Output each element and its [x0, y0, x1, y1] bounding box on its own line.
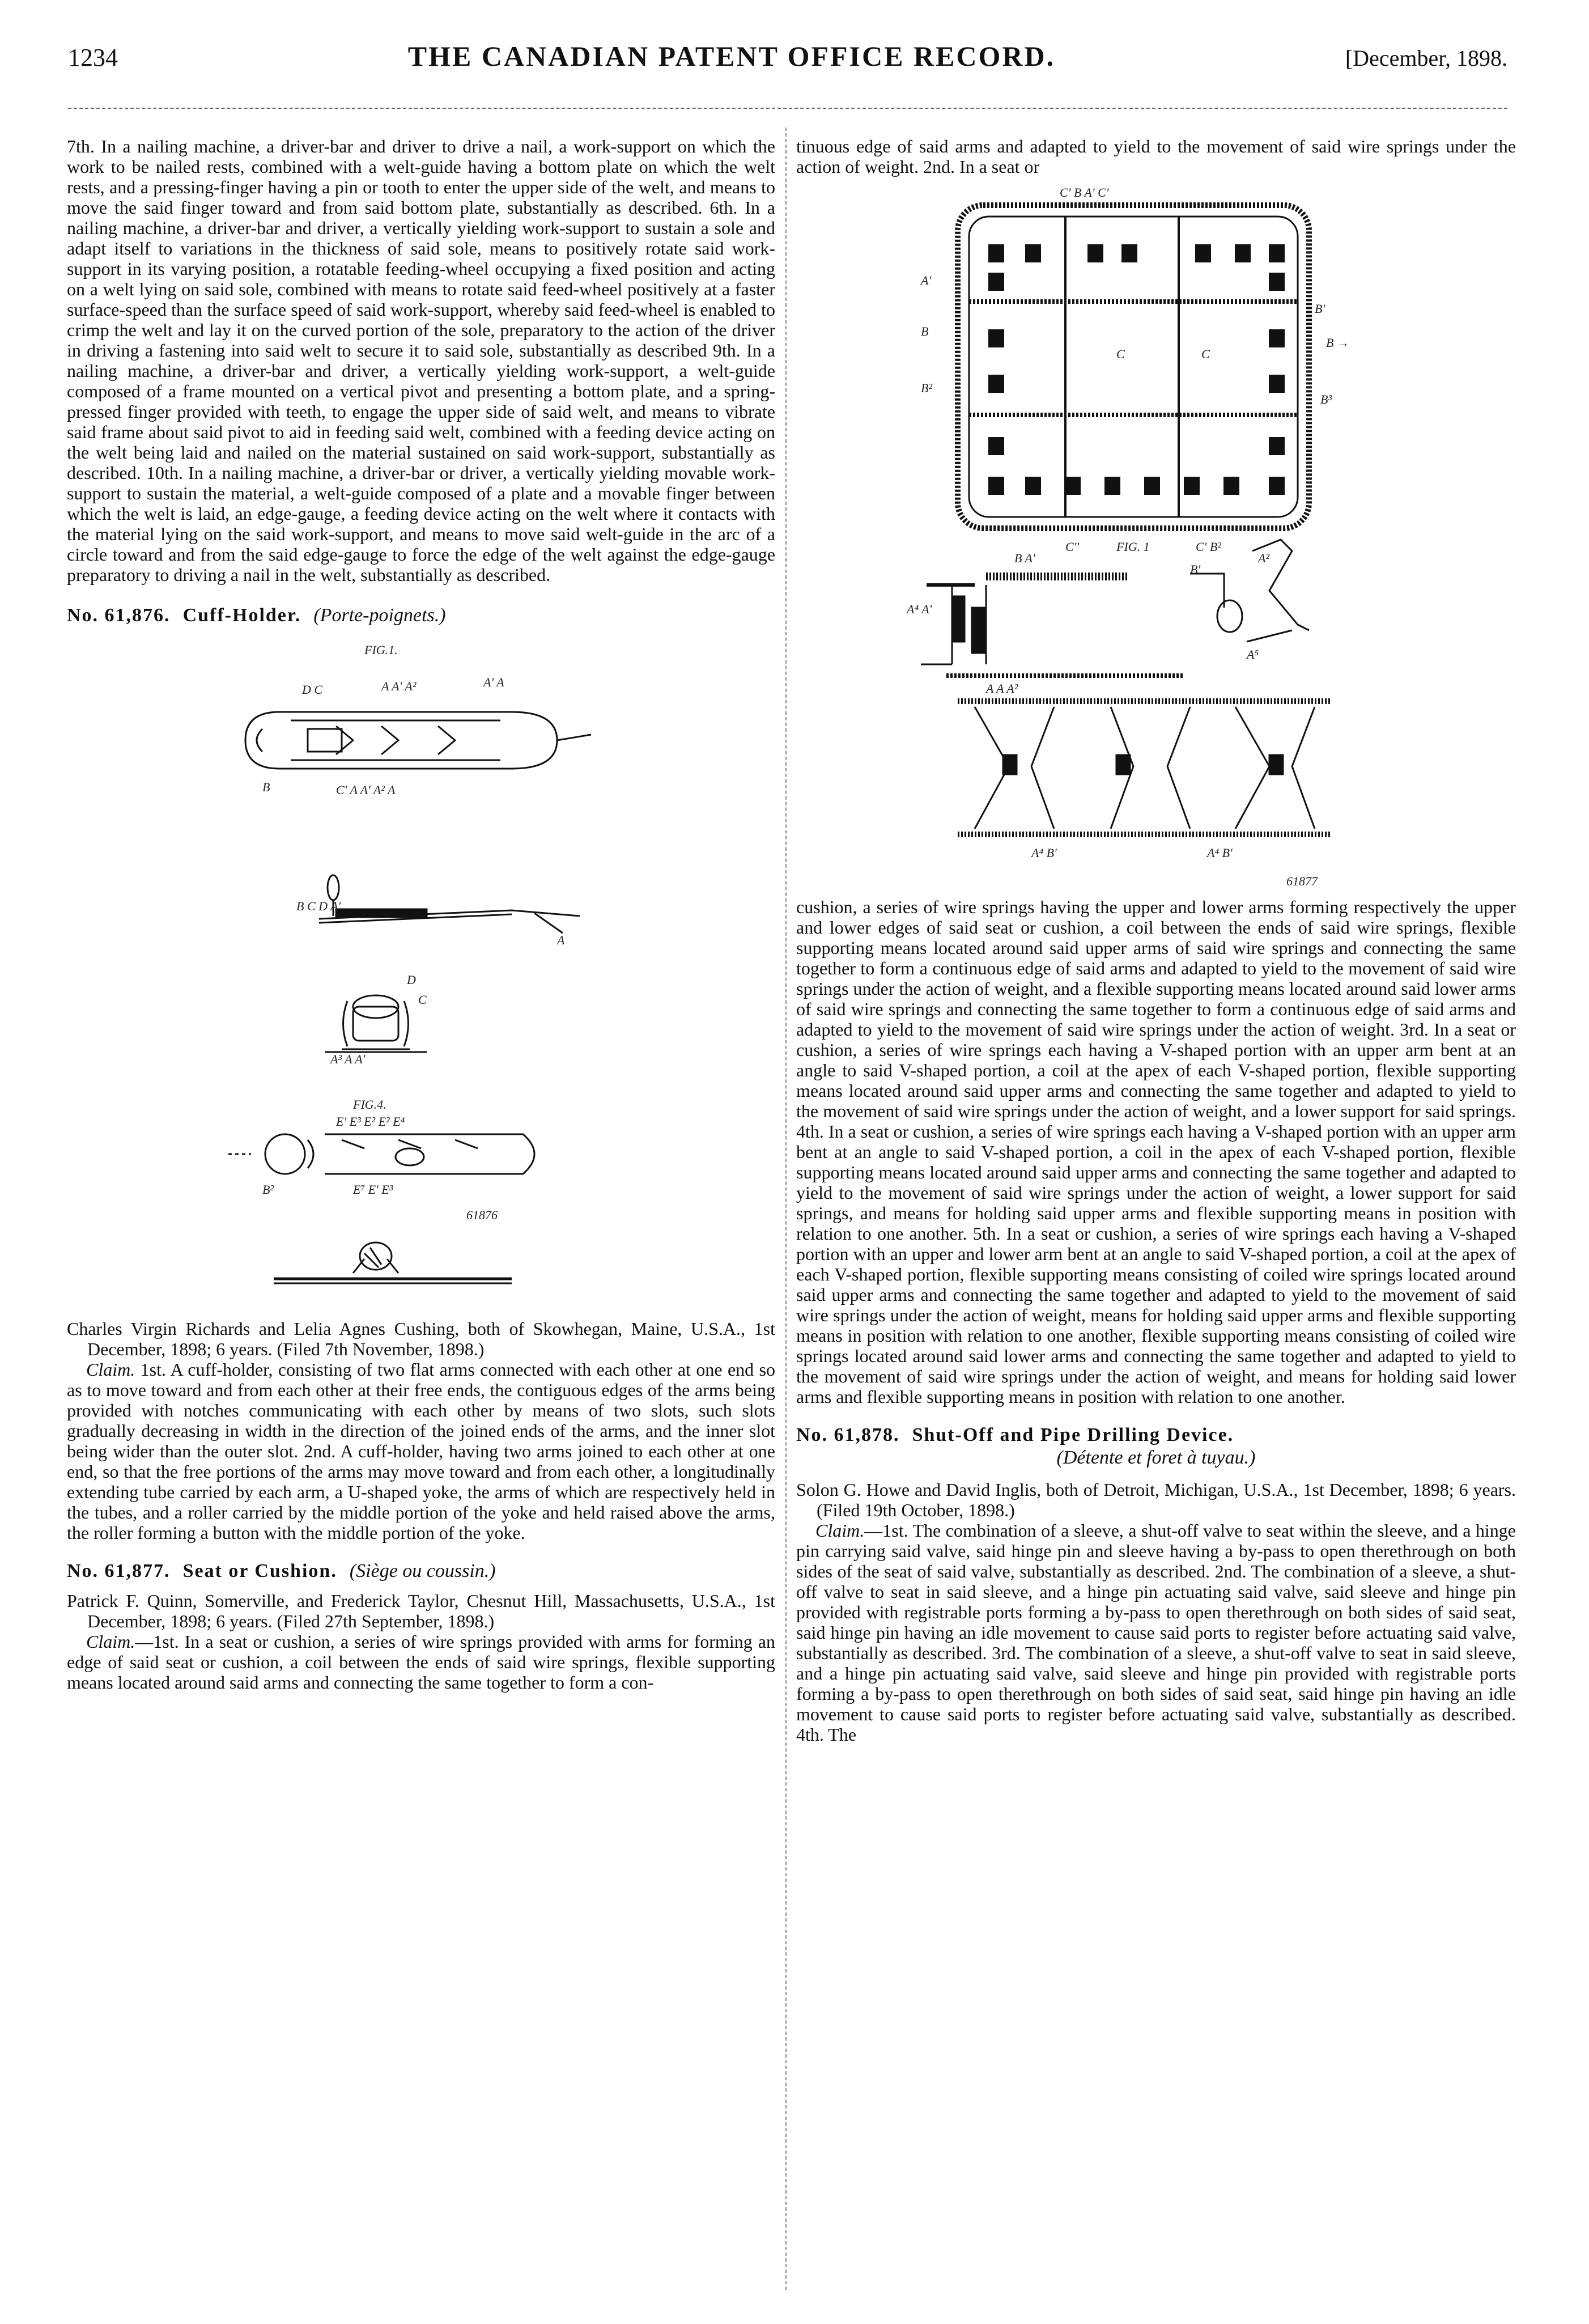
svg-text:A⁴ A': A⁴ A' — [907, 602, 932, 616]
page-number: 1234 — [68, 44, 118, 71]
svg-text:B →: B → — [1326, 336, 1349, 350]
svg-text:C' B A' C': C' B A' C' — [1060, 185, 1109, 200]
patent-61878-claims — [796, 1520, 1516, 1745]
fig-3-drawing — [325, 995, 427, 1052]
header-rule — [68, 108, 1507, 109]
continued-claims-text: tinuous edge of said arms and adapted to yield to the movement of said wire springs under the action of weight. 2nd. In a seat or — [796, 136, 1516, 177]
fig-number-61876: 61876 — [466, 1208, 498, 1222]
svg-text:A³ A A': A³ A A' — [330, 1052, 366, 1066]
svg-text:A A A²: A A A² — [986, 681, 1018, 695]
svg-text:C: C — [418, 993, 427, 1007]
spring-units — [989, 245, 1284, 494]
claim-text: —1st. In a seat or cushion, a series of wire springs provided with arms for forming an edge of said seat or cushion, a coil between the ends of said wire springs, flexible supporting means located around said arms and connecting the same together to form a con- — [67, 1631, 775, 1693]
fig-label-4: FIG.4. — [353, 1097, 386, 1112]
patent-61876-heading — [67, 604, 775, 627]
patent-french-name: (Siège ou coussin.) — [349, 1560, 496, 1581]
svg-text:C'': C'' — [1065, 540, 1080, 554]
fig-number-61877: 61877 — [1286, 874, 1318, 888]
patent-name: Shut-Off and Pipe Drilling Device. — [912, 1424, 1234, 1445]
svg-text:B': B' — [1315, 302, 1325, 316]
fig-label-1: FIG.1. — [364, 643, 398, 657]
fig-1-drawing — [245, 712, 591, 769]
fig-5-drawing — [274, 1242, 512, 1283]
svg-text:E' E³ E² E² E⁴: E' E³ E² E² E⁴ — [336, 1114, 405, 1129]
patent-61878-heading — [796, 1424, 1516, 1447]
svg-text:B: B — [262, 780, 270, 794]
patent-number: No. 61,877. — [67, 1560, 171, 1581]
patent-french-name: (Détente et foret à tuyau.) — [1056, 1447, 1256, 1468]
patent-61877-claims — [67, 1631, 775, 1693]
svg-text:B C D A': B C D A' — [296, 899, 341, 913]
svg-text:C: C — [1116, 347, 1125, 361]
svg-text:C' A A' A² A: C' A A' A² A — [336, 783, 396, 797]
patent-61878-french — [796, 1447, 1516, 1469]
claim-label: Claim. — [815, 1520, 865, 1541]
patent-61878-inventors: Solon G. Howe and David Inglis, both of Detroit, Michigan, U.S.A., 1st December, 1898; 6 years. (Filed 19th October, 1898.) — [796, 1479, 1516, 1520]
svg-text:B²: B² — [262, 1182, 274, 1197]
claim-text: 1st. A cuff-holder, consisting of two flat arms connected with each other at one end so as to move toward and from each other at their free ends, the contiguous edges of the arms being provided with notches communicating with each other by means of two slots, such slots gradually decreasing in width in the direction of the joined ends of the arms, and the inner slot being wider than the outer slot. 2nd. A cuff-holder, having two arms joined to each other at one end, so that the free portions of the arms may move toward and from each other, a longitudinally extending tube carried by each arm, a U-shaped yoke, the arms of which are respectively held in the tubes, and a roller carried by the middle portion of the yoke and held raised above the arms, the roller forming a button with the middle portion of the yoke. — [67, 1359, 775, 1543]
svg-text:C: C — [1201, 347, 1210, 361]
svg-text:B': B' — [1190, 562, 1201, 576]
cuff-holder-figures — [194, 627, 648, 1313]
column-divider — [785, 128, 787, 2290]
patent-name: Seat or Cushion. — [182, 1560, 337, 1581]
svg-text:D: D — [407, 973, 416, 987]
svg-text:A A' A²: A A' A² — [381, 679, 417, 693]
seat-cushion-figures — [873, 177, 1439, 897]
fig-2-drawing — [319, 875, 580, 933]
fig-4-drawing — [228, 1134, 534, 1174]
page-header — [68, 40, 1507, 85]
svg-text:A²: A² — [1258, 551, 1270, 565]
svg-text:A': A' — [921, 273, 932, 287]
svg-text:B A': B A' — [1014, 551, 1035, 565]
patent-61876-claims — [67, 1359, 775, 1543]
fig-3-lower-springs — [958, 701, 1332, 834]
publication-title: THE CANADIAN PATENT OFFICE RECORD. — [407, 40, 1056, 72]
patent-61877-heading — [67, 1560, 775, 1583]
continued-claims-text: 7th. In a nailing machine, a driver-bar and driver to drive a nail, a work-support on which the work to be nailed rests, combined with a welt-guide having a bottom plate on which the welt rests, and a pressing-finger having a pin or tooth to enter the upper side of the welt, and means to move the said finger toward and from said bottom plate, substantially as described. 6th. In a nailing machine, a driver-bar and driver, a vertically yielding work-support to sustain a sole and adapt itself to variations in the thickness of said sole, means to positively rotate said work-support in its varying position, a rotatable feeding-wheel occupying a fixed position and acting on a welt lying on said sole, combined with means to rotate said feed-wheel positively at a faster surface-speed than the surface speed of said work-support, whereby said feed-wheel is enabled to crimp the welt and lay it on the curved portion of the sole, preparatory to the action of the driver in driving a fastening into said welt to secure it to said sole, substantially as described 9th. In a nailing machine, a driver-bar and driver, a vertically yielding work-support, a welt-guide composed of a frame mounted on a vertical pivot and presenting a bottom plate, and a spring-pressed finger provided with teeth, to engage the upper side of said welt, and means to vibrate said frame about said pivot to aid in feeding said welt, combined with a feeding device acting on the welt being laid and nailed on the material sustained on said work-support, substantially as described. 10th. In a nailing machine, a driver-bar or driver, a vertically yielding movable work-support to sustain the material, a welt-guide composed of a plate and a movable finger between which the welt is laid, an edge-gauge, a feeding device acting on the welt where it contacts with the material lying on the said work-support, and means to move said welt-guide in the arc of a circle toward and from the said edge-gauge to force the edge of the welt against the edge-gauge preparatory to driving a nail in the welt, substantially as described. — [67, 136, 775, 585]
svg-text:B³: B³ — [1320, 392, 1332, 406]
patent-61877-claims-cont: cushion, a series of wire springs having the upper and lower arms forming respectively the upper and lower edges of said seat or cushion, a coil between the ends of said wire springs, flexible supporting means located around said upper arms of said wire springs and connecting the same together to form a continuous edge of said arms and adapted to yield to the movement of said wire springs under the action of weight, and a flexible supporting means located around said lower arms of said wire springs and connecting the same together to form a continuous edge of said arms and adapted to yield to the movement of said wire springs under the action of weight. 3rd. In a seat or cushion, a series of wire springs each having a V-shaped portion with an upper arm bent at an angle to said V-shaped portion, a coil at the apex of each V-shaped portion, flexible supporting means located around said upper arms and connecting the same together and adapted to yield to the movement of said wire springs under the action of weight, and a lower support for said springs. 4th. In a seat or cushion, a series of wire springs each having a V-shaped portion with an upper arm bent at an angle to said V-shaped portion, a coil in the apex of each V-shaped portion, flexible supporting means located around said upper arms and connecting the same together and adapted to yield to the movement of said wire springs under the action of weight, a lower support for said springs, and means for holding said upper arms and flexible supporting means in position with relation to one another. 5th. In a seat or cushion, a series of wire springs each having a V-shaped portion with an upper and lower arm bent at an angle to said V-shaped portion, a coil at the apex of each V-shaped portion, flexible supporting means consisting of coiled wire springs located around said upper arms and connecting the same together and adapted to yield to the movement of said wire springs under the action of weight, means for holding said upper arms and flexible supporting means in position with relation to one another, flexible supporting means consisting of coiled wire springs located around said lower arms and connecting the same together and adapted to yield to the movement of said wire springs under the action of weight, and means for holding said lower arms and flexible supporting means in position with relation to one another. — [796, 897, 1516, 1407]
svg-text:FIG. 1: FIG. 1 — [1116, 540, 1150, 554]
claim-label: Claim. — [86, 1631, 135, 1652]
svg-text:A⁴ B': A⁴ B' — [1207, 846, 1233, 860]
patent-number: No. 61,878. — [796, 1424, 900, 1445]
svg-text:A: A — [557, 933, 565, 947]
patent-61876-inventors: Charles Virgin Richards and Lelia Agnes Cushing, both of Skowhegan, Maine, U.S.A., 1st December, 1898; 6 years. (Filed 7th November, 1898.) — [67, 1318, 775, 1359]
issue-date: [December, 1898. — [1345, 45, 1507, 71]
svg-text:B: B — [921, 324, 929, 338]
svg-text:E⁷ E' E³: E⁷ E' E³ — [353, 1182, 393, 1197]
right-column — [796, 136, 1516, 2284]
patent-61877-inventors: Patrick F. Quinn, Somerville, and Frederick Taylor, Chesnut Hill, Massachusetts, U.S.A., 1st December, 1898; 6 years. (Filed 27th September, 1898.) — [67, 1591, 775, 1631]
patent-number: No. 61,876. — [67, 605, 171, 626]
patent-name: Cuff-Holder. — [182, 605, 301, 626]
svg-text:A⁴ B': A⁴ B' — [1031, 846, 1057, 860]
claim-label: Claim. — [86, 1359, 135, 1380]
patent-french-name: (Porte-poignets.) — [313, 605, 446, 626]
svg-text:C' B²: C' B² — [1196, 540, 1221, 554]
svg-text:A' A: A' A — [483, 675, 504, 689]
svg-text:B²: B² — [921, 381, 933, 395]
svg-text:D C: D C — [302, 682, 323, 697]
svg-text:A⁵: A⁵ — [1247, 647, 1259, 661]
claim-text: —1st. The combination of a sleeve, a shut-off valve to seat within the sleeve, and a hinge pin carrying said valve, said hinge pin and sleeve having a by-pass to open therethrough on both sides of the seat of said valve, substantially as described. 2nd. The combination of a sleeve, a shut-off valve to seat in said sleeve, and a hinge pin actuating said valve, said sleeve and hinge pin provided with registrable ports forming a by-pass to open therethrough on both sides of said seat, said hinge pin having an idle movement to cause said ports to register before actuating said valve, substantially as described. 3rd. The combination of a sleeve, a shut-off valve to seat in said sleeve, and a hinge pin actuating said valve, said sleeve and hinge pin provided with registrable ports forming a by-pass to open therethrough on both sides of said seat, said hinge pin having an idle movement to cause said ports to register before actuating said valve, substantially as described. 4th. The — [796, 1520, 1516, 1745]
left-column — [67, 136, 775, 2284]
